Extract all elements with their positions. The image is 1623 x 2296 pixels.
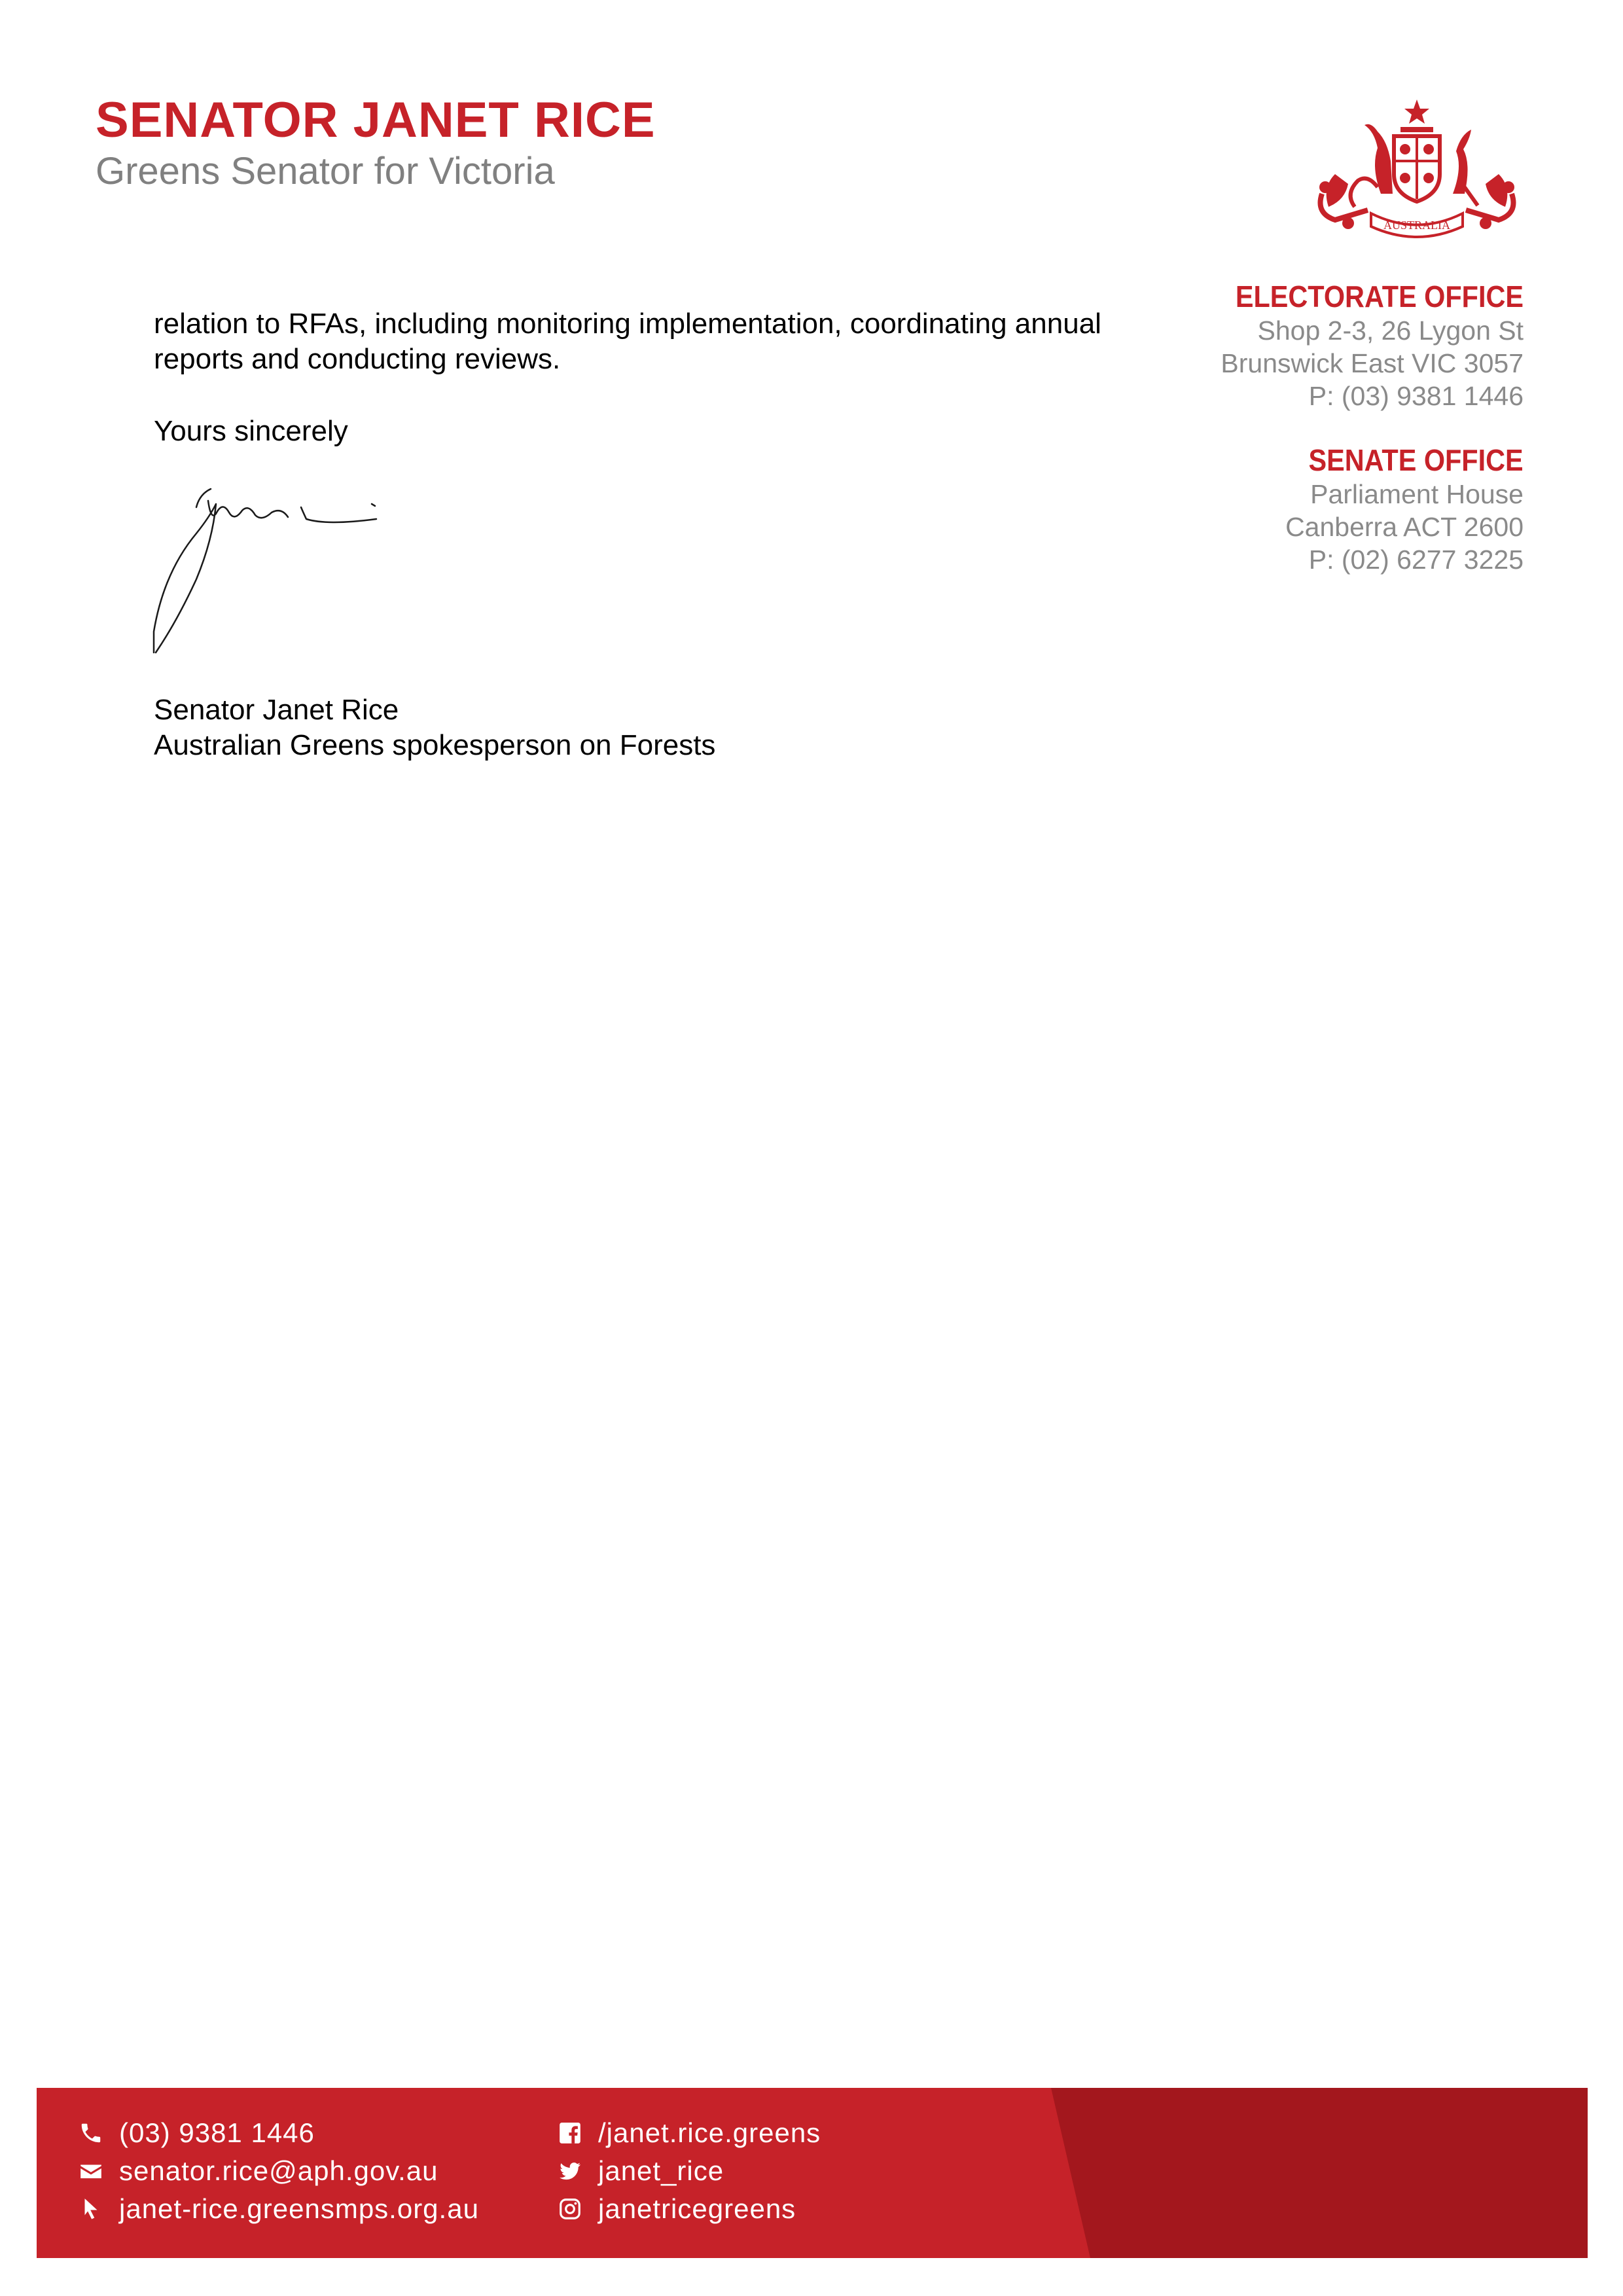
cursor-icon (79, 2197, 103, 2221)
footer-bar (37, 2088, 1588, 2258)
footer-dark-panel (1051, 2088, 1588, 2258)
footer-facebook-text: /janet.rice.greens (598, 2117, 821, 2148)
handwritten-signature (151, 481, 412, 661)
electorate-office-block (1204, 279, 1524, 412)
footer-email-text: senator.rice@aph.gov.au (119, 2155, 438, 2186)
letter-closing: Yours sincerely (154, 415, 348, 447)
footer-phone[interactable] (79, 2114, 479, 2152)
letter-paragraph-line-2: reports and conducting reviews. (154, 343, 561, 375)
electorate-address-line-2: Brunswick East VIC 3057 (1221, 348, 1524, 378)
coat-of-arms-icon (1309, 96, 1525, 243)
letterhead-name: SENATOR JANET RICE (96, 92, 656, 148)
letterhead-subtitle: Greens Senator for Victoria (96, 150, 555, 192)
footer-website-text: janet-rice.greensmps.org.au (119, 2193, 479, 2224)
senate-phone: P: (02) 6277 3225 (1308, 545, 1524, 575)
footer-phone-text: (03) 9381 1446 (119, 2117, 315, 2148)
footer-twitter-text: janet_rice (598, 2155, 724, 2186)
footer-email[interactable] (79, 2152, 479, 2190)
footer-contact-column (79, 2114, 479, 2228)
footer-instagram[interactable] (558, 2190, 821, 2228)
senate-address-line-2: Canberra ACT 2600 (1285, 512, 1524, 542)
twitter-icon (558, 2159, 582, 2183)
phone-icon (79, 2121, 103, 2145)
signatory-name: Senator Janet Rice (154, 694, 399, 726)
electorate-address-line-1: Shop 2-3, 26 Lygon St (1257, 315, 1524, 346)
footer-social-column (558, 2114, 821, 2228)
facebook-icon (558, 2121, 582, 2145)
signature-block (154, 692, 715, 763)
signatory-role: Australian Greens spokesperson on Forests (154, 729, 716, 761)
envelope-icon (79, 2159, 103, 2183)
footer-instagram-text: janetricegreens (598, 2193, 796, 2224)
senate-address-line-1: Parliament House (1310, 479, 1524, 509)
crest-label: AUSTRALIA (1383, 219, 1450, 232)
footer-twitter[interactable] (558, 2152, 821, 2190)
letter-paragraph (154, 306, 1101, 377)
instagram-icon (558, 2197, 582, 2221)
senate-office-block (1285, 442, 1524, 576)
senate-office-title: SENATE OFFICE (1308, 443, 1524, 477)
footer-facebook[interactable] (558, 2114, 821, 2152)
electorate-office-title: ELECTORATE OFFICE (1235, 279, 1524, 314)
footer-website[interactable] (79, 2190, 479, 2228)
letter-paragraph-line-1: relation to RFAs, including monitoring implementation, coordinating annual (154, 308, 1101, 340)
electorate-phone: P: (03) 9381 1446 (1308, 381, 1524, 411)
